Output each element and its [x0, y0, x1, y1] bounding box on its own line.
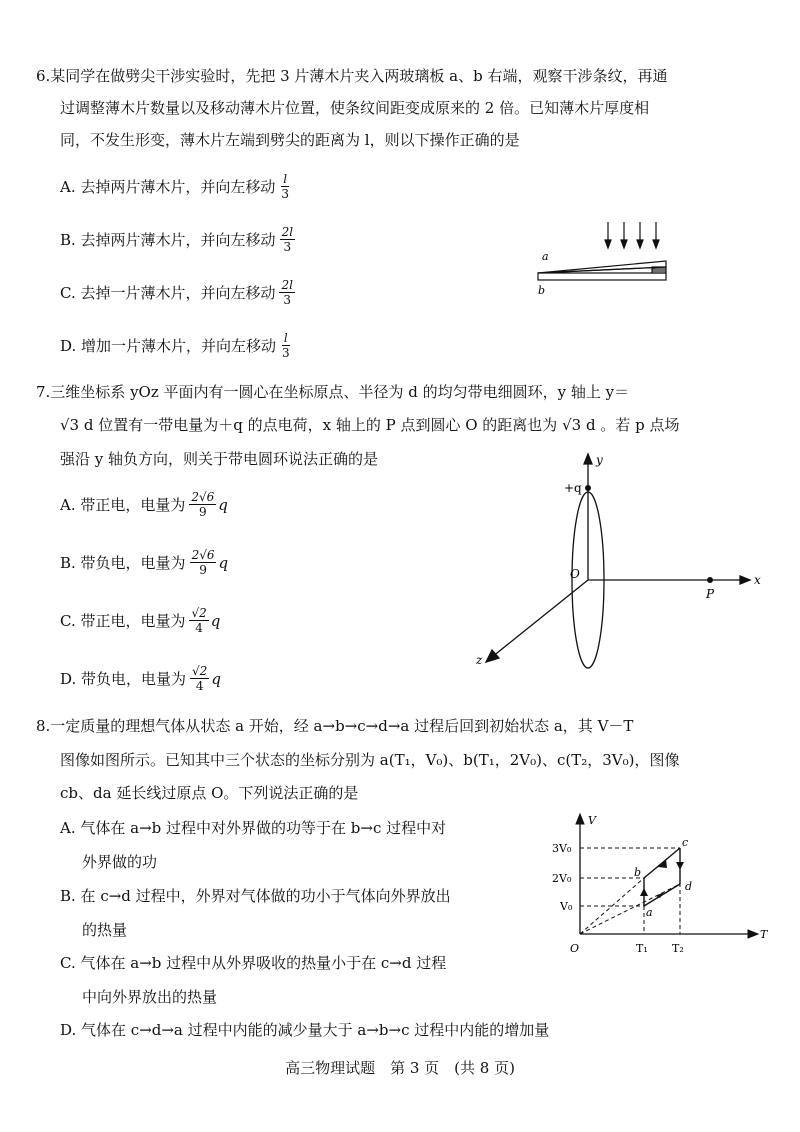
frac-den: 3	[281, 187, 290, 201]
frac-den: 3	[282, 346, 290, 360]
frac-num: √2	[191, 606, 207, 620]
q7-line-3: 强沿 y 轴负方向，则关于带电圆环说法正确的是	[60, 450, 379, 468]
axis-label-v: V	[588, 814, 596, 827]
q7-option-b-q: q	[218, 553, 229, 572]
frac-num: 2√6	[191, 490, 215, 504]
q7-option-b-fraction	[190, 548, 217, 577]
q6-option-a	[60, 172, 291, 201]
charged-ring-figure	[470, 452, 770, 677]
q7-option-a-q: q	[218, 495, 228, 514]
frac-num: l	[283, 172, 288, 186]
q8-option-c-line-1: C. 气体在 a→b 过程中从外界吸收的热量小于在 c→d 过程	[60, 954, 447, 972]
q7-option-d-q: q	[211, 669, 221, 688]
tick-3v0: 3V₀	[552, 842, 572, 855]
q6-option-a-text: A. 去掉两片薄木片，并向左移动	[60, 178, 276, 196]
frac-den: 4	[195, 679, 204, 693]
q6-option-d	[60, 331, 292, 360]
q7-option-c-q: q	[210, 611, 221, 630]
q6-option-d-fraction	[280, 331, 292, 360]
q7-line-1: 7.三维坐标系 yOz 平面内有一圆心在坐标原点、半径为 d 的均匀带电细圆环，y 轴上 y＝	[36, 383, 630, 401]
q8-line-2: 图像如图所示。已知其中三个状态的坐标分别为 a(T₁，V₀)、b(T₁，2V₀)、c(T₂，3V₀)，图像	[60, 751, 680, 769]
graph-origin-label: O	[570, 942, 580, 955]
q7-option-d-fraction	[190, 664, 209, 693]
q8-option-d: D. 气体在 c→d→a 过程中内能的减少量大于 a→b→c 过程中内能的增加量	[60, 1021, 550, 1039]
q7-option-a-fraction	[189, 490, 216, 519]
q8-option-a-line-2: 外界做的功	[82, 853, 158, 871]
q8-option-b-line-2: 的热量	[82, 921, 128, 939]
axis-label-t: T	[760, 928, 768, 941]
frac-den: 4	[195, 621, 203, 635]
q6-option-b-fraction	[280, 225, 295, 254]
q6-line-1: 6.某同学在做劈尖干涉实验时，先把 3 片薄木片夹入两玻璃板 a、b 右端，观察干涉条纹，再通	[36, 67, 668, 85]
point-p-label: P	[706, 587, 715, 601]
q6-option-c-fraction	[279, 278, 294, 307]
q7-option-a-text: A. 带正电，电量为	[60, 496, 186, 514]
q8-option-b-line-1: B. 在 c→d 过程中，外界对气体做的功小于气体向外界放出	[60, 887, 451, 905]
q8-line-1: 8.一定质量的理想气体从状态 a 开始，经 a→b→c→d→a 过程后回到初始状态 a，其 V－T	[36, 717, 634, 735]
q6-option-c	[60, 278, 295, 307]
state-d-label: d	[685, 880, 693, 893]
q7-option-d	[60, 664, 221, 693]
q6-line-3: 同，不发生形变，薄木片左端到劈尖的距离为 l，则以下操作正确的是	[60, 131, 520, 149]
q7-option-a	[60, 490, 228, 519]
q7-option-d-text: D. 带负电，电量为	[60, 670, 187, 688]
q7-option-c	[60, 606, 220, 635]
wedge-label-a: a	[542, 250, 549, 263]
frac-den: 3	[283, 240, 292, 254]
q8-line-3: cb、da 延长线过原点 O。下列说法正确的是	[60, 784, 359, 802]
q7-option-c-text: C. 带正电，电量为	[60, 612, 186, 630]
wedge-interference-figure	[530, 220, 680, 300]
charge-label: +q	[564, 481, 582, 495]
q7-line-2: √3 d 位置有一带电量为＋q 的点电荷，x 轴上的 P 点到圆心 O 的距离也为 √3 d 。若 p 点场	[60, 416, 680, 434]
origin-label: O	[570, 567, 580, 581]
axis-label-x: x	[754, 573, 761, 587]
wedge-label-b: b	[538, 284, 546, 297]
state-b-label: b	[634, 866, 642, 879]
tick-v0: V₀	[560, 900, 573, 913]
q6-line-2: 过调整薄木片数量以及移动薄木片位置，使条纹间距变成原来的 2 倍。已知薄木片厚度相	[60, 99, 650, 117]
frac-den: 3	[283, 293, 292, 307]
q7-option-b-text: B. 带负电，电量为	[60, 554, 186, 572]
q6-option-b	[60, 225, 295, 254]
q7-option-b	[60, 548, 228, 577]
state-a-label: a	[646, 906, 653, 919]
axis-label-z: z	[476, 653, 483, 667]
q6-option-d-text: D. 增加一片薄木片，并向左移动	[60, 337, 277, 355]
frac-num: 2l	[281, 225, 294, 239]
v-t-graph	[540, 812, 780, 972]
q7-option-c-fraction	[189, 606, 208, 635]
frac-num: l	[283, 331, 288, 345]
q6-option-c-text: C. 去掉一片薄木片，并向左移动	[60, 284, 276, 302]
frac-num: √2	[192, 664, 208, 678]
frac-den: 9	[199, 505, 207, 519]
q6-option-b-text: B. 去掉两片薄木片，并向左移动	[60, 231, 276, 249]
frac-den: 9	[199, 563, 207, 577]
frac-num: 2√6	[191, 548, 215, 562]
tick-t2: T₂	[672, 942, 684, 955]
page-footer: 高三物理试题 第 3 页 (共 8 页)	[285, 1059, 515, 1077]
q8-option-a-line-1: A. 气体在 a→b 过程中对外界做的功等于在 b→c 过程中对	[60, 819, 447, 837]
tick-2v0: 2V₀	[552, 872, 572, 885]
state-c-label: c	[682, 836, 689, 849]
q6-option-a-fraction	[279, 172, 291, 201]
q8-option-c-line-2: 中向外界放出的热量	[82, 988, 218, 1006]
axis-label-y: y	[596, 453, 603, 467]
tick-t1: T₁	[636, 942, 648, 955]
frac-num: 2l	[281, 278, 293, 292]
